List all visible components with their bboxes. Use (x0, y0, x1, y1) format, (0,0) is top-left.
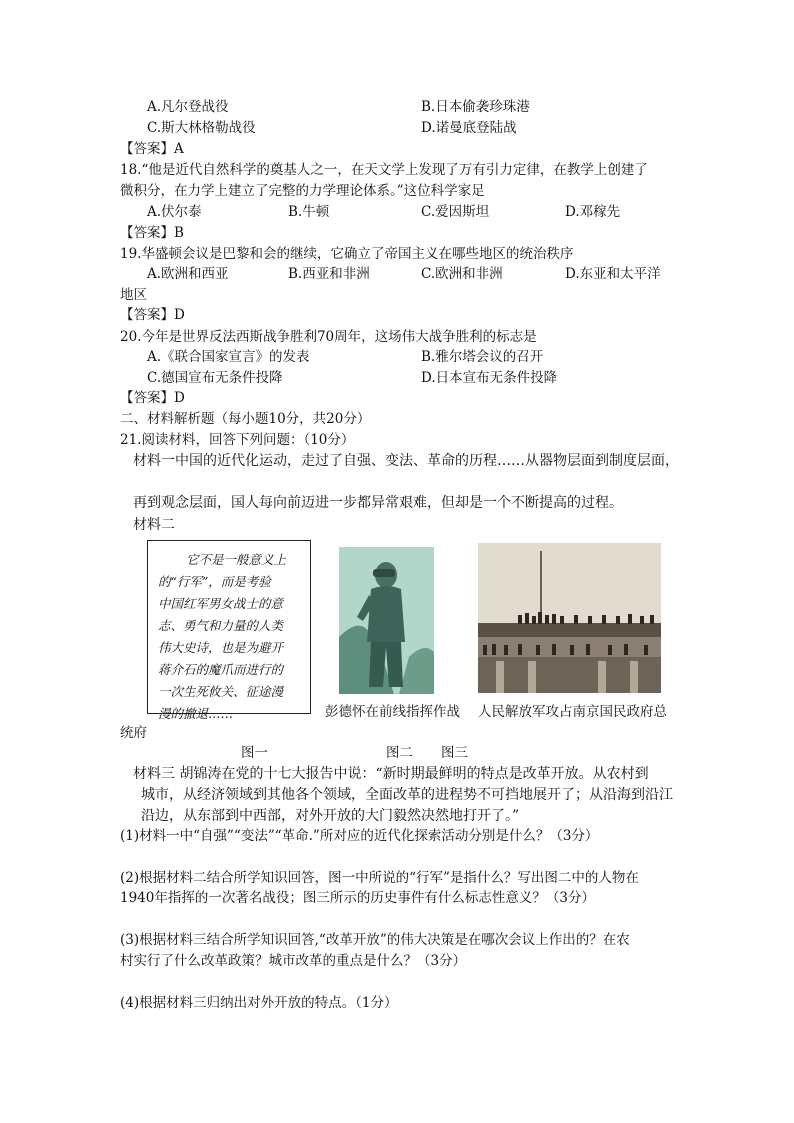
q20-stem: 20.今年是世界反法西斯战争胜利70周年，这场伟大战争胜利的标志是 (120, 329, 537, 345)
material3-line1: 材料三 胡锦涛在党的十七大报告中说：“新时期最鲜明的特点是改革开放。从农村到 (133, 766, 649, 782)
figure2-caption: 彭德怀在前线指挥作战 (325, 704, 460, 720)
section-heading: 二、材料解析题（每小题10分，共20分） (120, 411, 371, 427)
figure3-caption-cont: 统府 (120, 725, 147, 741)
material3-line2: 城市，从经济领域到其他各个领域，全面改革的进程势不可挡地展开了；从沿海到沿江 (141, 787, 673, 803)
q21-stem: 21.阅读材料，回答下列问题：（10分） (120, 432, 355, 448)
q18-option-a: A.伏尔泰 (147, 204, 202, 220)
q20-option-b: B.雅尔塔会议的召开 (421, 349, 544, 365)
q17-option-d: D.诺曼底登陆战 (421, 120, 517, 136)
q19-option-b: B.西亚和非洲 (288, 266, 370, 282)
box-line: 一次生死攸关、征途漫 (158, 684, 284, 699)
figure2-label: 图二 (386, 745, 413, 761)
material2-label: 材料二 (133, 517, 175, 533)
q20-option-c: C.德国宣布无条件投降 (147, 370, 283, 386)
figure3-photo (478, 543, 661, 693)
q20-option-d: D.日本宣布无条件投降 (421, 370, 558, 386)
q18-option-b: B.牛顿 (288, 204, 330, 220)
sub-question-4: (4)根据材料三归纳出对外开放的特点。（1分） (120, 995, 398, 1011)
box-line: 它不是一般意义上 (186, 552, 287, 567)
q18-stem-line1: 18.“他是近代自然科学的奠基人之一，在天文学上发现了万有引力定律，在教学上创建了 (120, 162, 648, 178)
material1-line1: 材料一中国的近代化运动，走过了自强、变法、革命的历程……从器物层面到制度层面， (133, 453, 679, 469)
q17-option-b: B.日本偷袭珍珠港 (421, 99, 530, 115)
box-line: 志、勇气和力量的人类 (158, 618, 284, 633)
q19-option-a: A.欧洲和西亚 (147, 266, 229, 282)
sub-question-1: (1)材料一中“自强”“变法”“革命.”所对应的近代化探索活动分别是什么？（3分） (120, 828, 599, 844)
q18-option-c: C.爱因斯坦 (421, 204, 490, 220)
q17-option-c: C.斯大林格勒战役 (147, 120, 256, 136)
figure1-text-box (147, 540, 311, 721)
figure3-caption: 人民解放军攻占南京国民政府总 (478, 704, 667, 720)
q17-answer: 【答案】A (120, 141, 184, 157)
q19-option-d-cont: 地区 (120, 287, 147, 303)
q19-stem: 19.华盛顿会议是巴黎和会的继续，它确立了帝国主义在哪些地区的统治秩序 (120, 246, 574, 262)
sub-question-2-line2: 1940年指挥的一次著名战役；图三所示的历史事件有什么标志性意义？（3分） (120, 890, 595, 906)
q20-answer: 【答案】D (120, 390, 185, 406)
q19-option-c: C.欧洲和非洲 (421, 266, 503, 282)
q17-option-a: A.凡尔登战役 (147, 99, 229, 115)
q18-option-d: D.邓稼先 (565, 204, 621, 220)
q18-answer: 【答案】B (120, 225, 184, 241)
figure3-label: 图三 (441, 745, 468, 761)
figure1-label: 图一 (241, 745, 268, 761)
q18-stem-line2: 微积分，在力学上建立了完整的力学理论体系。”这位科学家足 (120, 183, 485, 199)
figure2-photo (339, 547, 434, 694)
q19-answer: 【答案】D (120, 307, 185, 323)
q20-option-a: A.《联合国家宣言》的发表 (147, 349, 310, 365)
material1-line2: 再到观念层面，国人每向前迈进一步都异常艰难，但却是一个不断提高的过程。 (133, 495, 623, 511)
sub-question-2-line1: (2)根据材料二结合所学知识回答，图一中所说的“行军”是指什么？写出图二中的人物在 (120, 870, 639, 886)
sub-question-3-line1: (3)根据材料三结合所学知识回答,“改革开放”的伟大决策是在哪次会议上作出的？在农 (120, 932, 630, 948)
box-line: 漫的撤退…… (158, 706, 234, 721)
box-line: 中国红军男女战士的意 (158, 596, 284, 611)
box-line: 伟大史诗，也是为避开 (158, 640, 284, 655)
box-line: 蒋介石的魔爪而进行的 (158, 662, 284, 677)
q19-option-d: D.东亚和太平洋 (565, 266, 661, 282)
box-line: 的“行军”，而是考验 (158, 574, 271, 589)
sub-question-3-line2: 村实行了什么改革政策？城市改革的重点是什么？（3分） (120, 953, 467, 969)
material3-line3: 沿边，从东部到中西部，对外开放的大门毅然决然地打开了。” (141, 808, 520, 824)
